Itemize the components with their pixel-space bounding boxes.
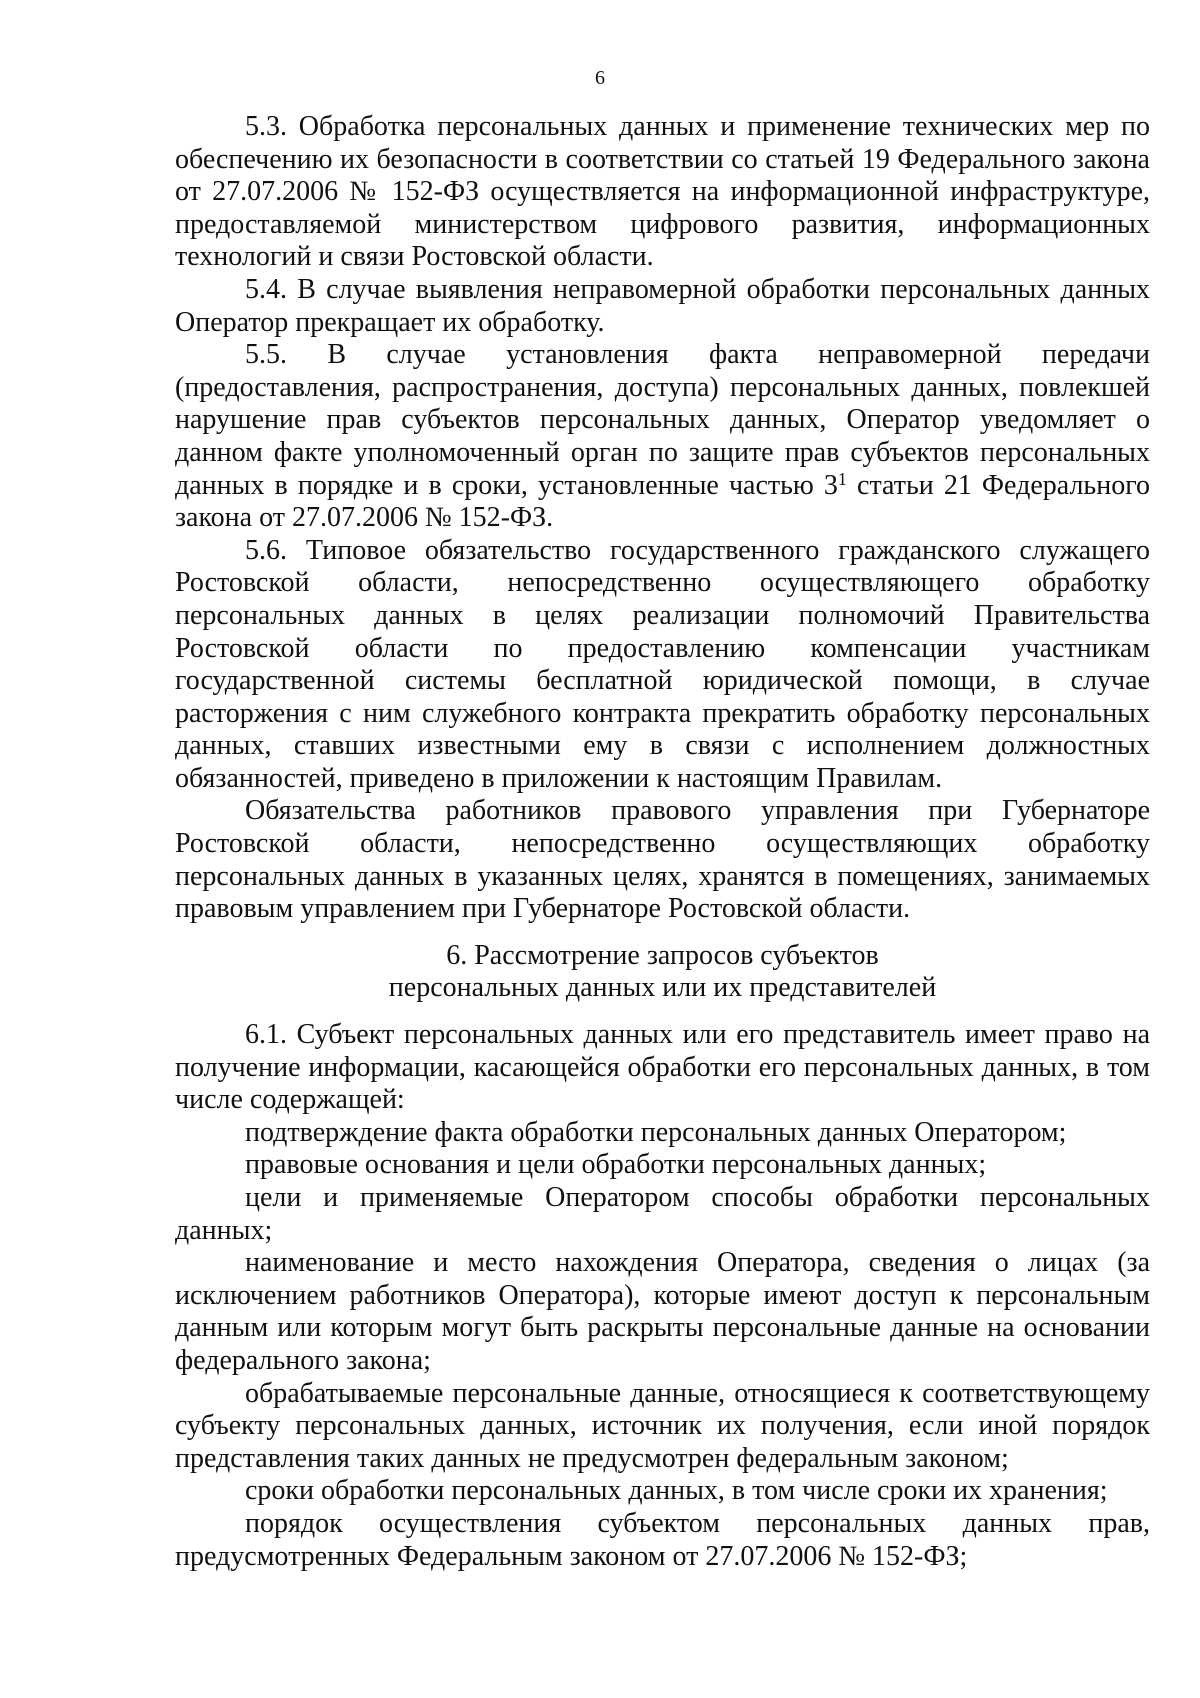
list-item: наименование и место нахождения Оператора, сведения о лицах (за исключением работников Оператора), которые имеют доступ к персональным данным или которым могут быть раскрыты персональные данные на основании федерального закона; (175, 1247, 1150, 1376)
paragraph-5-5 (175, 339, 1150, 535)
list-item: цели и применяемые Оператором способы обработки персональных данных; (175, 1182, 1150, 1246)
paragraph-5-3: 5.3. Обработка персональных данных и применение технических мер по обеспечению их безопасности в соответствии со статьей 19 Федерального закона от 27.07.2006 № 152-ФЗ осуществляется на информационной инфраструктуре, предоставляемой министерством цифрового развития, информационных технологий и связи Ростовской области. (175, 111, 1150, 273)
list-item: подтверждение факта обработки персональных данных Оператором; (245, 1116, 1067, 1148)
paragraph-5-4: 5.4. В случае выявления неправомерной обработки персональных данных Оператор прекращает их обработку. (175, 273, 1150, 338)
paragraph-5-5-tail: статьи 21 Федерального закона от 27.07.2006 № 152-ФЗ. (175, 469, 1150, 534)
list-item: обрабатываемые персональные данные, относящиеся к соответствующему субъекту персональных данных, источник их получения, если иной порядок представления таких данных не предусмотрен федеральным законом; (175, 1377, 1150, 1474)
paragraph-obligations-storage: Обязательства работников правового управления при Губернаторе Ростовской области, непосредственно осуществляющих обработку персональных данных в указанных целях, хранятся в помещениях, занимаемых правовым управлением при Губернаторе Ростовской области. (175, 795, 1150, 925)
section-heading-line-2: персональных данных или их представителей (388, 972, 937, 1004)
list-item: правовые основания и цели обработки персональных данных; (245, 1149, 987, 1181)
list-item: сроки обработки персональных данных, в том числе сроки их хранения; (245, 1475, 1108, 1507)
section-heading (175, 940, 1150, 1005)
superscript-part-number: 1 (837, 468, 847, 489)
list-item: порядок осуществления субъектом персональных данных прав, предусмотренных Федеральным законом от 27.07.2006 № 152-ФЗ; (175, 1507, 1150, 1572)
section-heading-line-1: 6. Рассмотрение запросов субъектов (446, 939, 879, 971)
paragraph-5-6: 5.6. Типовое обязательство государственного гражданского служащего Ростовской области, непосредственно осуществляющего обработку персональных данных в целях реализации полномочий Правительства Ростовской области по предоставлению компенсации участникам государственной системы бесплатной юридической помощи, в случае расторжения с ним служебного контракта прекратить обработку персональных данных, ставших известными ему в связи с исполнением должностных обязанностей, приведено в приложении к настоящим Правилам. (175, 534, 1150, 794)
document-body (175, 111, 1150, 1573)
paragraph-5-5-text: 5.5. В случае установления факта неправомерной передачи (предоставления, распространения, доступа) персональных данных, повлекшей нарушение прав субъектов персональных данных, Оператор уведомляет о данном факте уполномоченный орган по защите прав субъектов персональных данных в порядке и в сроки, установленные частью 3 (175, 339, 1150, 501)
paragraph-6-1: 6.1. Субъект персональных данных или его представитель имеет право на получение информации, касающейся обработки его персональных данных, в том числе содержащей: (175, 1019, 1150, 1116)
page-number: 6 (595, 67, 605, 89)
